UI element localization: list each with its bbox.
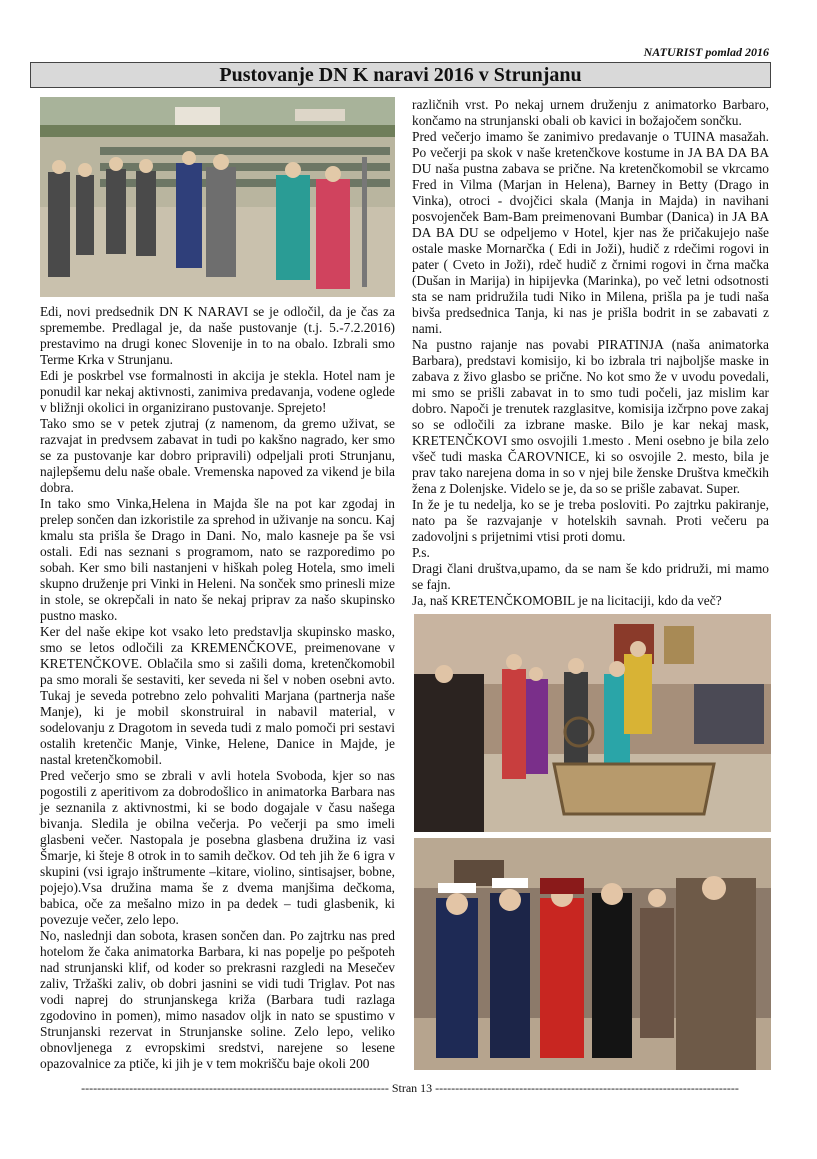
paragraph: In tako smo Vinka,Helena in Majda šle na pot kar zgodaj in prelep sončen dan izkoristile za sprehod in uživanje na soncu. Kaj kmalu sta prišla še Drago in Dani. No, malo kasneje pa še vsi ostali. Edi nas seznani s programom, nato se razporedimo po sobah. Ker smo bili nastanjeni v hiškah poleg Hotela, smo imeli skupno druženje pri Vinki in Heleni. Na sonček smo prinesli mize in stole, se okrepčali in nato še nekaj priprav za našo skupinsko pustno masko. [40,496,395,623]
photo-carnival-party [414,614,771,832]
issue-header: NATURIST pomlad 2016 [643,45,769,59]
paragraph: Tako smo se v petek zjutraj (z namenom, da gremo uživat, se razvajat in predvsem zabavat in tudi po kakšno nagrado, ker smo se za pustovanje kar dobro pripravili) odpeljali proti Strunjanu, najlepšemu delu naše obale. Vremenska napoved za vikend je bila dobra. [40,416,395,495]
page-footer: ----------------------------------------------------------------------------- Stran 13 ---------------------------------------------------------------------------- [81,1081,739,1095]
paragraph: Pred večerjo smo se zbrali v avli hotela Svoboda, kjer so nas pogostili z aperitivom za dobrodošlico in animatorka Barbara nas je seznanila z aktivnostmi, ki se bodo dogajale v času našega bivanja. Sledila je obilna večerja. Po večerji pa smo imeli glasbeni večer. Nastopala je posebna glasbena družina iz vasi Šmarje, ki šteje 8 otrok in to samih dečkov. Od teh jih že 6 igra v skupini (vsi igrajo inštrumente –kitare, violino, sintisajser, bobne, pojejo).Vsa družina mama še z dvema manjšima dečkoma, babica, oče za mešalno mizo in pa dedek – tudi glasbenik, ki povezuje večer, zelo lepo. [40,768,395,927]
paragraph: Ker del naše ekipe kot vsako leto predstavlja skupinsko masko, smo se letos odločili za KREMENČKOVE, preimenovane v KRETENČKOVE. Oblačila smo si zašili doma, kretenčkomobil pa smo morali še sestaviti, ker seveda ni šel v noben osebni avto. Tukaj je seveda potrebno zelo pohvaliti Marjana (partnerja naše Manje), ki je mobil skonstruiral in nabavil material, v sodelovanju z Dragotom in seveda tudi z malo pomoči pri sestavi ostalih kretenčic Manje, Vinke, Helene, Danice in Majde, je nastal kretenčkomobil. [40,624,395,767]
paragraph: različnih vrst. Po nekaj urnem druženju z animatorko Barbaro, končamo na strunjanski obali ob kavici in božajočem sončku. [412,97,769,128]
paragraph: Ja, naš KRETENČKOMOBIL je na licitaciji, kdo da več? [412,593,722,608]
paragraph: P.s. [412,545,430,560]
paragraph: Na pustno rajanje nas povabi PIRATINJA (naša animatorka Barbara), predstavi komisijo, ki bo izbrala tri najboljše maske in zabava z živo glasbo se prične. No kot smo že v uvodu povedali, mi smo se prišli zabavat in to smo tudi počeli, jaz mislim kar dobro. Napoči je trenutek razglasitve, komisija izčrpno pove zakaj so se odločili za izbrane maske. Bilo je kar nekaj mask, KRETENČKOVI smo osvojili 1.mesto . Meni osebno je bila zelo všeč tudi maska ČAROVNICE, ki so osvojile 2. mesto, bila je prav tako narejena doma in so v njej bile ženske Društva kmečkih žena z Dolenjske. Videlo se je, da so se prišle zabavat. Super. [412,337,769,496]
paragraph: Edi je poskrbel vse formalnosti in akcija je stekla. Hotel nam je ponudil kar nekaj aktivnosti, zanimiva predavanja, vodene oglede v bližnji okolici in organizirano pustovanje. Sprejeto! [40,368,395,415]
article-title: Pustovanje DN K naravi 2016 v Strunjanu [30,62,771,88]
paragraph: Dragi člani društva,upamo, da se nam še kdo pridruži, mi mamo se fajn. [412,561,769,592]
paragraph: No, naslednji dan sobota, krasen sončen dan. Po zajtrku nas pred hotelom že čaka animatorka Barbara, ki nas popelje po pešpoteh nad strunjanski klif, od koder so prekrasni razgledi na Mesečev zaliv, Tržaški zaliv, ob dobri jasnini se vidi tudi Triglav. Pot nas vodi naprej do strunjanskega križa (Barbara tudi razlaga zgodovino in pomen), mimo nasadov oljk in nato se spustimo v Strunjanski rezervat in Strunjanske soline. Zelo lepo, veliko obnovljenega z evropskimi sredstvi, narejene so lesene opazovalnice za ptiče, ki jih je v tem mokrišču baje okoli 200 [40,928,395,1071]
right-column [412,97,769,609]
paragraph: In že je tu nedelja, ko se je treba posloviti. Po zajtrku pakiranje, nato pa še razvajanje v hotelskih savnah. Proti večeru pa zadovoljni s prijetnimi vtisi proti domu. [412,497,769,544]
left-column [40,304,395,1072]
photo-saltpans-group [40,97,395,297]
photo-masks-group [414,838,771,1070]
paragraph: Edi, novi predsednik DN K NARAVI se je odločil, da je čas za spremembe. Predlagal je, da naše pustovanje (t.j. 5.-7.2.2016) prestavimo na drugi konec Slovenije in to na obalo. Izbrali smo Terme Krka v Strunjanu. [40,304,395,367]
paragraph: Pred večerjo imamo še zanimivo predavanje o TUINA masažah. Po večerji pa skok v naše kretenčkove kostume in JA BA DA BA DU naša pustna zabava se prične. Na kretenčkomobil se vkrcamo Fred in Vilma (Marjan in Helena), Barney in Betty (Drago in Vinka), otroci - dvojčici skala (Manja in Majda) in navihani posvojenček Bam-Bam preimenovani Bumbar (Danica) in JA BA DA BA DU se odpeljemo v Hotel, kjer nas že pričakujejo naše ostale maske Mornarčka ( Edi in Joži), hudič z rdečimi rogovi in pater ( Cveto in Joži), rdeč hudič z črnimi rogovi in črna mačka (Dušan in Marija) in hipijevka (Marinka), po več letni odsotnosti sta se nam pridružila tudi Niko in Milena, prišla pa je tudi naša bivša predsednica Tanja, ki nas je prišla bodrit in se zabavati z nami. [412,129,769,336]
